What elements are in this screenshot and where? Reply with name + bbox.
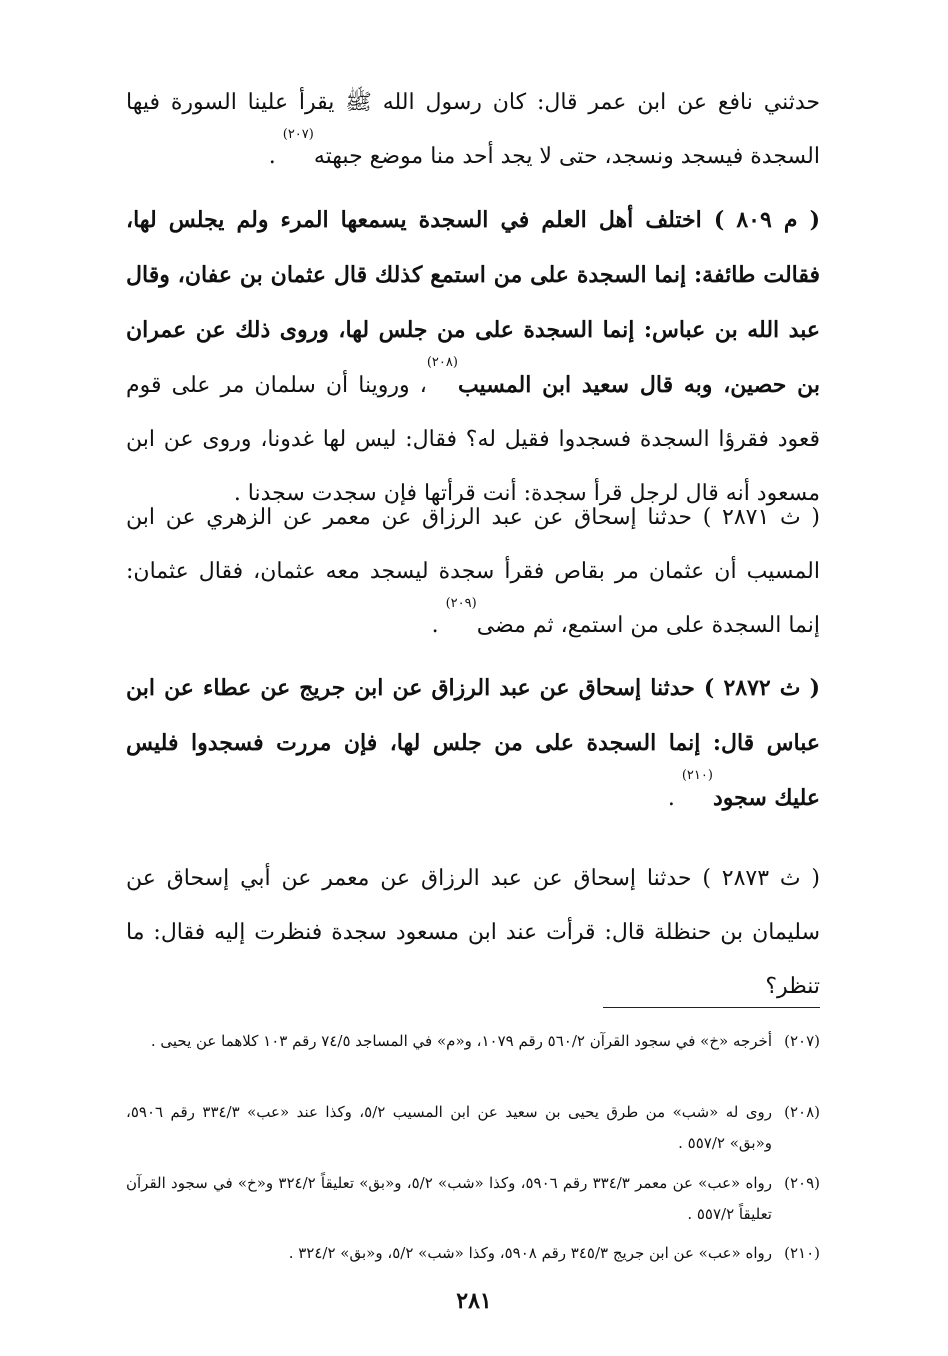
footnote-divider: [603, 1007, 820, 1008]
footnote-207: [126, 1026, 820, 1057]
footnote-number: (٢٠٩): [784, 1174, 820, 1192]
paragraph-tail: .: [268, 144, 283, 169]
footnote-number: (٢٠٨): [784, 1103, 820, 1121]
paragraph-tail: .: [431, 613, 446, 638]
footnote-text: رواه «عب» عن معمر ٣٣٤/٣ رقم ٥٩٠٦، وكذا «شب» ٥/٢، و«بق» تعليقاً ٣٢٤/٢ و«خ» في سجود القرآن تعليقاً ٥٥٧/٢ .: [126, 1174, 772, 1223]
paragraph-text: ( م ٨٠٩ ) اختلف أهل العلم في السجدة يسمعها المرء ولم يجلس لها، فقالت طائفة: إنما السجدة على من استمع كذلك قال عثمان بن عفان، وقال عبد الله بن عباس: إنما السجدة على من جلس لها، وروى ذلك عن عمران بن حصين، وبه قال سعيد ابن المسيب: [126, 207, 821, 398]
paragraph-text: ( ث ٢٨٧٣ ) حدثنا إسحاق عن عبد الرزاق عن معمر عن أبي إسحاق عن سليمان بن حنظلة قال: قرأت عند ابن مسعود سجدة فنظرت إليه فقال: ما تنظر؟: [126, 866, 820, 999]
footnote-number: (٢٠٧): [784, 1032, 820, 1050]
paragraph-hadith-intro: [126, 76, 820, 184]
paragraph-athar-2872: [126, 661, 820, 826]
paragraph-tail: ، وروينا أن سلمان مر على قوم قعود فقرؤا السجدة فسجدوا فقيل له؟ فقال: ليس لها غدونا، وروى عن ابن مسعود أنه قال لرجل قرأ سجدة: أنت قرأتها فإن سجدت سجدنا .: [126, 373, 820, 506]
paragraph-athar-2871: [126, 491, 820, 653]
footnote-ref: (٢٠٩): [445, 596, 477, 611]
footnote-ref: (٢١٠): [681, 768, 713, 783]
footnote-ref: (٢٠٨): [426, 355, 458, 370]
footnote-210: [126, 1238, 820, 1269]
footnote-208: [126, 1097, 820, 1159]
footnote-209: [126, 1168, 820, 1230]
paragraph-issue-809: [126, 193, 820, 521]
footnote-ref: (٢٠٧): [282, 127, 314, 142]
paragraph-tail: .: [667, 786, 682, 811]
footnote-number: (٢١٠): [784, 1244, 820, 1262]
page-number: ٢٨١: [456, 1288, 492, 1314]
footnote-text: روى له «شب» من طرق يحيى بن سعيد عن ابن المسيب ٥/٢، وكذا عند «عب» ٣٣٤/٣ رقم ٥٩٠٦، و«بق» ٥٥٧/٢ .: [126, 1103, 772, 1152]
paragraph-athar-2873: [126, 852, 820, 1014]
paragraph-text: حدثني نافع عن ابن عمر قال: كان رسول الله ﷺ يقرأ علينا السورة فيها السجدة فيسجد ونسجد، حتى لا يجد أحد منا موضع جبهته: [126, 90, 820, 169]
footnote-text: أخرجه «خ» في سجود القرآن ٥٦٠/٢ رقم ١٠٧٩، و«م» في المساجد ٧٤/٥ رقم ١٠٣ كلاهما عن يحيى .: [150, 1032, 772, 1050]
paragraph-text: ( ث ٢٨٧٢ ) حدثنا إسحاق عن عبد الرزاق عن ابن جريج عن عطاء عن ابن عباس قال: إنما السجدة على من جلس لها، فإن مررت فسجدوا فليس عليك سجود: [126, 675, 820, 811]
footnote-text: رواه «عب» عن ابن جريج ٣٤٥/٣ رقم ٥٩٠٨، وكذا «شب» ٥/٢، و«بق» ٣٢٤/٢ .: [288, 1244, 772, 1262]
paragraph-text: ( ث ٢٨٧١ ) حدثنا إسحاق عن عبد الرزاق عن معمر عن الزهري عن ابن المسيب أن عثمان مر بقاص فقرأ سجدة ليسجد معه عثمان، فقال عثمان: إنما السجدة على من استمع، ثم مضى: [126, 505, 821, 638]
